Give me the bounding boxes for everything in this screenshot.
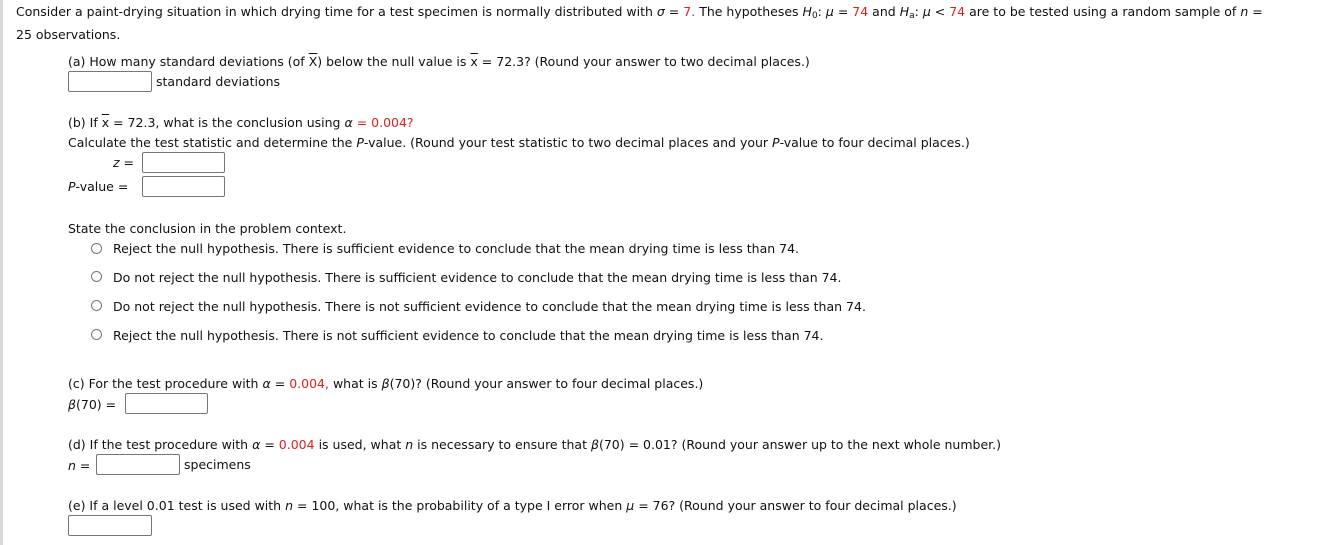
conclusion-option-1[interactable]: Reject the null hypothesis. There is sufficient evidence to conclude that the mean drying time is less than 74. bbox=[113, 241, 800, 256]
part-d-question: (d) If the test procedure with α = 0.004 is used, what n is necessary to ensure that β(70) = 0.01? (Round your answer up to the next whole number.) bbox=[68, 437, 1001, 452]
left-border bbox=[0, 0, 3, 545]
beta-70-label: β(70) = bbox=[68, 397, 117, 412]
part-e-question: (e) If a level 0.01 test is used with n = 100, what is the probability of a type I error when μ = 76? (Round your answer to four decimal places.) bbox=[68, 498, 957, 513]
conclusion-option-2[interactable]: Do not reject the null hypothesis. There is sufficient evidence to conclude that the mean drying time is less than 74. bbox=[113, 270, 842, 285]
conclusion-radio-3[interactable] bbox=[91, 300, 102, 311]
std-deviations-input[interactable] bbox=[68, 71, 152, 92]
conclusion-prompt: State the conclusion in the problem context. bbox=[68, 221, 347, 236]
p-value-label: P-value = bbox=[68, 179, 129, 194]
p-value-input[interactable] bbox=[142, 176, 225, 197]
problem-statement-line2: 25 observations. bbox=[16, 27, 121, 42]
part-c-question: (c) For the test procedure with α = 0.004, what is β(70)? (Round your answer to four decimal places.) bbox=[68, 376, 704, 391]
std-deviations-unit: standard deviations bbox=[156, 74, 281, 89]
type-i-error-input[interactable] bbox=[68, 515, 152, 536]
problem-statement-line1: Consider a paint-drying situation in which drying time for a test specimen is normally distributed with σ = 7. The hypotheses $H_0$: μ = 74 and $H_a$: μ < 74 are to be tested using a random sample of n = bbox=[16, 4, 1263, 21]
beta-70-input[interactable] bbox=[125, 393, 208, 414]
conclusion-radio-1[interactable] bbox=[91, 243, 102, 254]
conclusion-radio-2[interactable] bbox=[91, 271, 102, 282]
z-label: z = bbox=[113, 155, 135, 170]
conclusion-radio-4[interactable] bbox=[91, 329, 102, 340]
specimens-unit: specimens bbox=[184, 457, 251, 472]
part-b-question: (b) If $\overline{x} = 72.3$, what is the conclusion using α = 0.004? bbox=[68, 115, 414, 130]
part-b-instructions: Calculate the test statistic and determine the P-value. (Round your test statistic to two decimal places and your P-value to four decimal places.) bbox=[68, 135, 970, 150]
sample-size-input[interactable] bbox=[96, 454, 180, 475]
conclusion-option-3[interactable]: Do not reject the null hypothesis. There is not sufficient evidence to conclude that the mean drying time is less than 74. bbox=[113, 299, 866, 314]
conclusion-option-4[interactable]: Reject the null hypothesis. There is not sufficient evidence to conclude that the mean drying time is less than 74. bbox=[113, 328, 824, 343]
n-label: n = bbox=[68, 458, 91, 473]
part-a-question: (a) How many standard deviations (of $\overline{X}$) below the null value is $\overline{x} = 72.3$? (Round your answer to two decimal places.) bbox=[68, 54, 810, 69]
z-input[interactable] bbox=[142, 152, 225, 173]
